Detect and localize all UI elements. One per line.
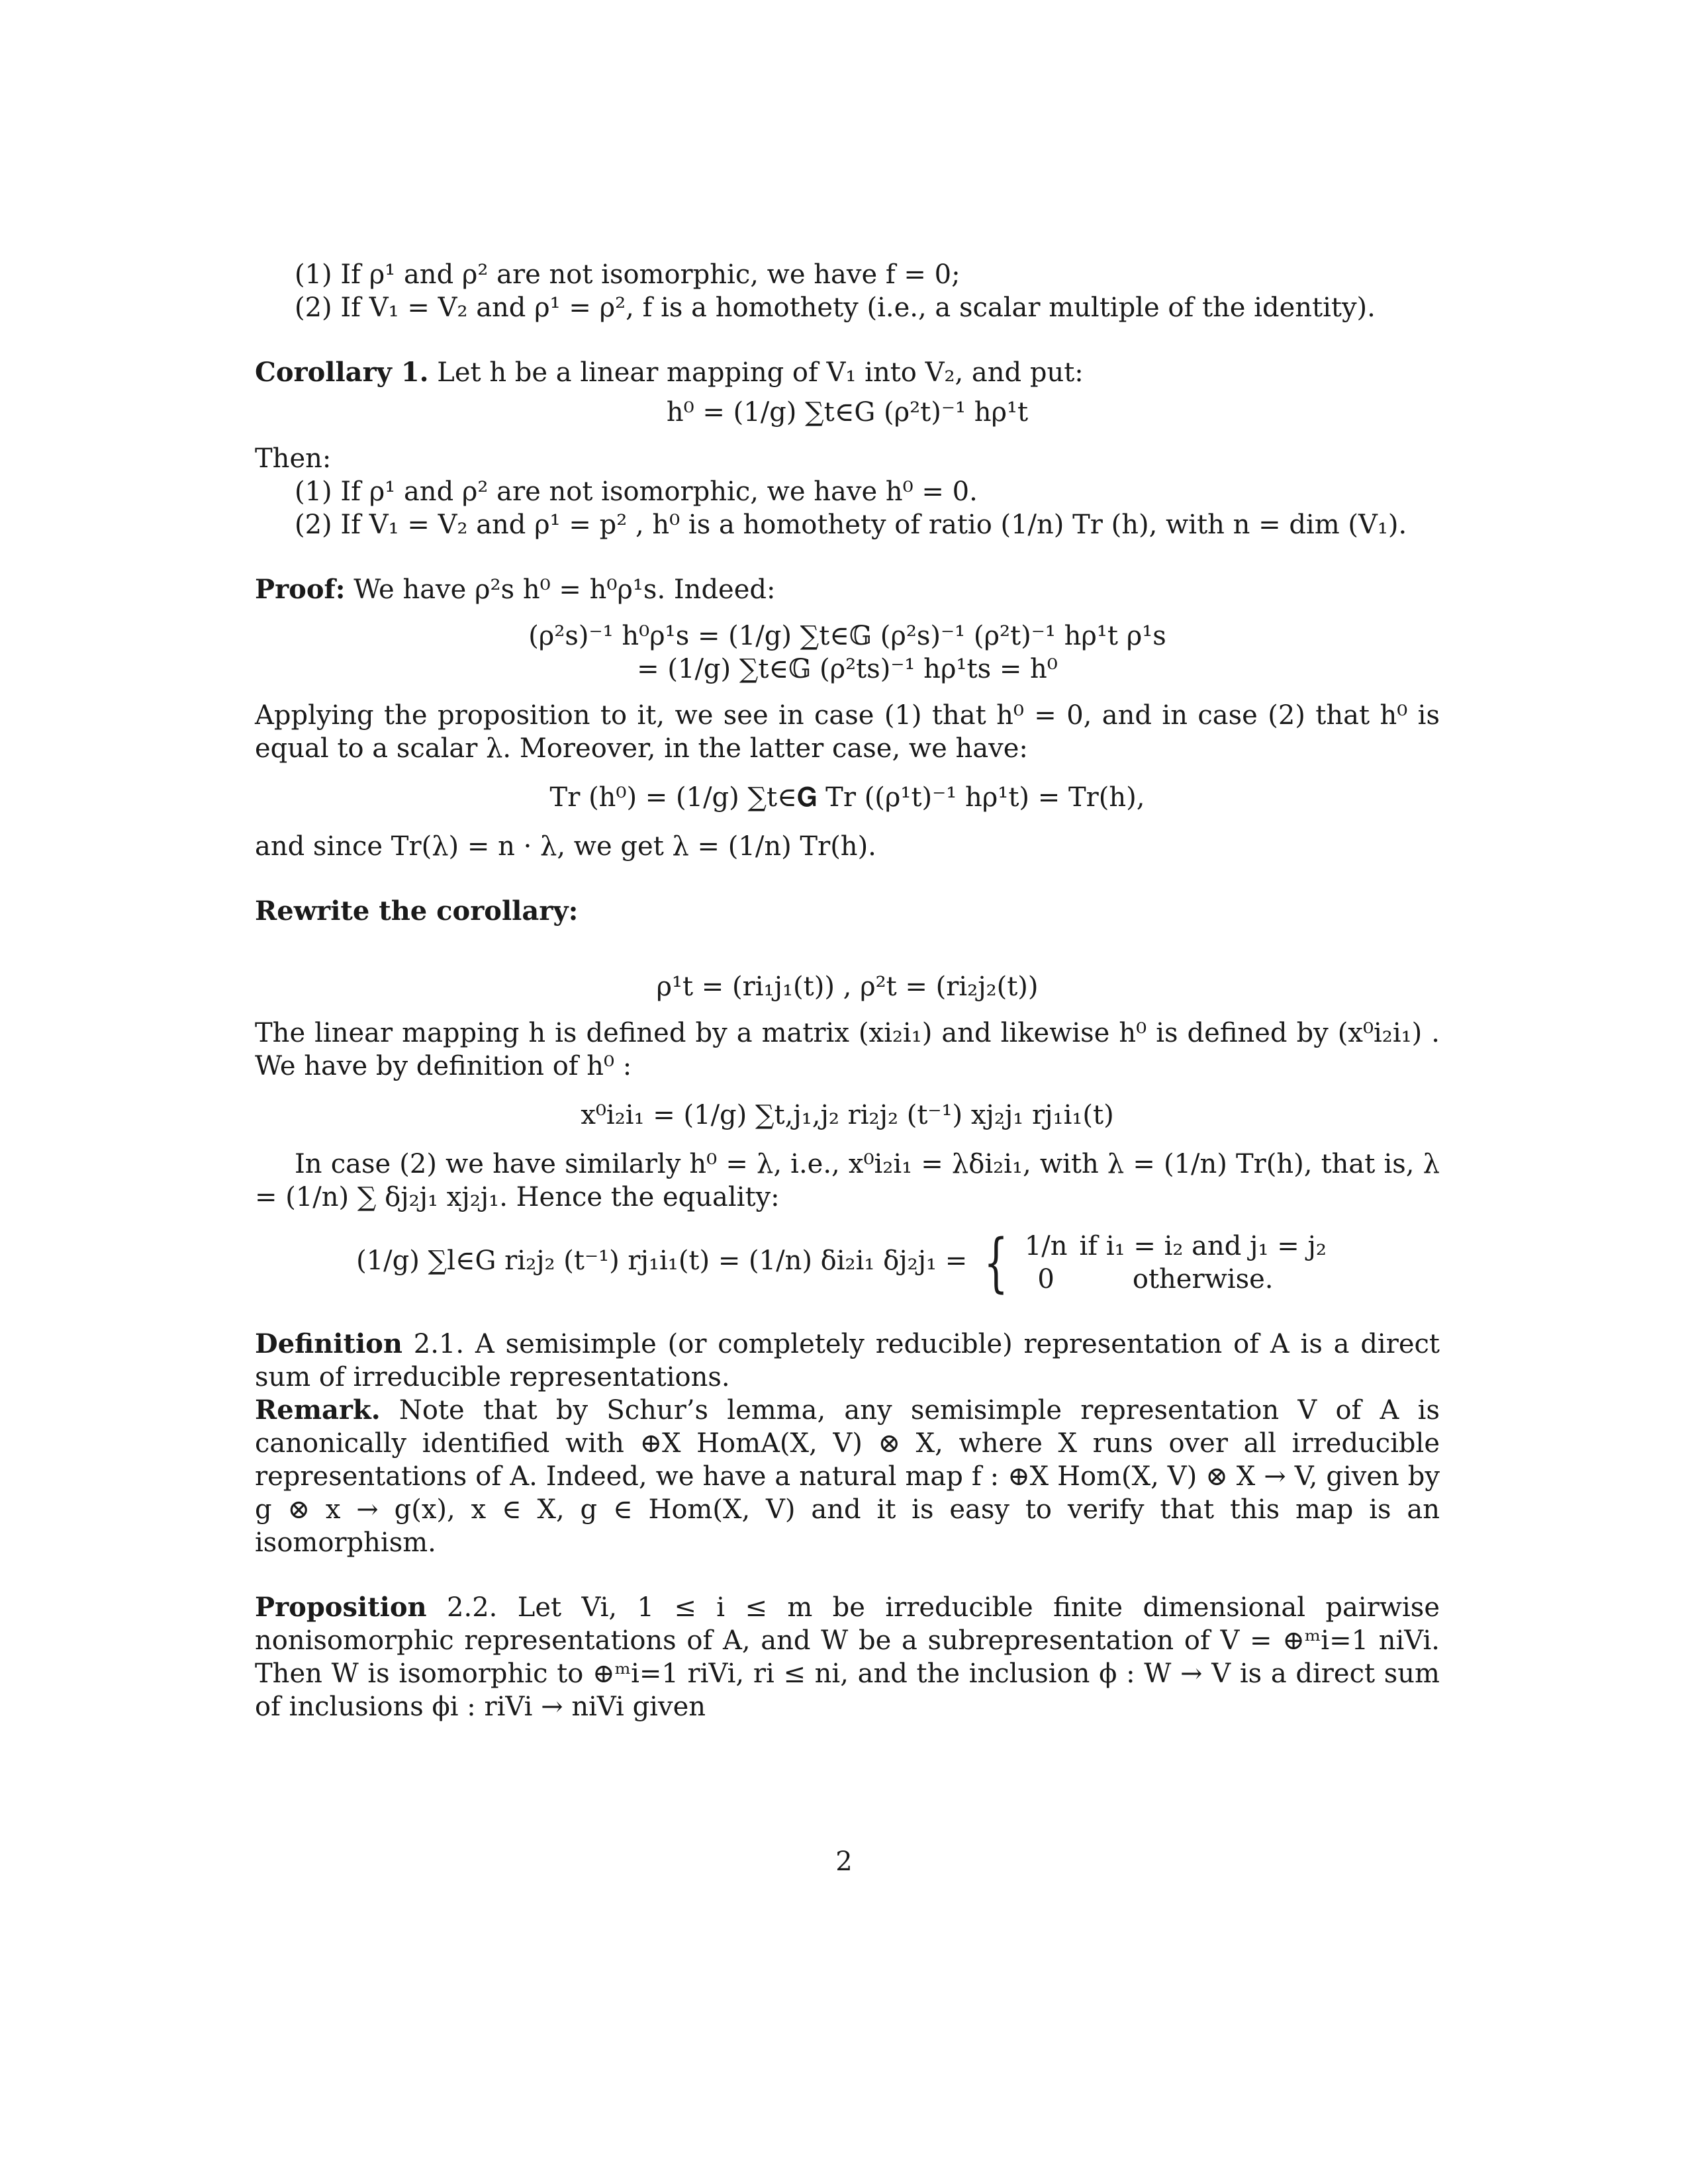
proof-statement (255, 573, 1440, 606)
definition-text: A semisimple (or completely reducible) representation of A is a direct sum of irreducible representations. (255, 1329, 1440, 1392)
remark-paragraph (255, 1394, 1440, 1559)
proposition-paragraph (255, 1591, 1440, 1723)
case-value: 0 (1037, 1264, 1055, 1295)
corollary-statement (255, 356, 1440, 389)
case-condition: if i₁ = i₂ and j₁ = j₂ (1079, 1231, 1327, 1261)
rewrite-heading-text: Rewrite the corollary: (255, 895, 579, 927)
remark-text: Note that by Schur’s lemma, any semisimple representation V of A is canonically identified with ⊕X HomA(X, V) ⊗ X, where X runs over all irreducible representations of A. Indeed, we have a natural map f : ⊕X Hom(X, V) ⊗ X → V, given by g ⊗ x → g(x), x ∈ X, g ∈ Hom(X, V) and it is easy to verify that this map is an isomorphism. (255, 1395, 1440, 1558)
definition-number: 2.1. (413, 1329, 465, 1359)
left-brace: { (984, 1226, 1008, 1300)
proof-equation-line: = (1/g) ∑t∈𝔾 (ρ²ts)⁻¹ hρ¹ts = h⁰ (637, 654, 1058, 684)
remark-label: Remark. (255, 1394, 381, 1426)
case-value: 1/n (1024, 1231, 1068, 1261)
proof-text: We have ρ²s h⁰ = h⁰ρ¹s. Indeed: (353, 574, 776, 605)
corollary-case: (1) If ρ¹ and ρ² are not isomorphic, we have h⁰ = 0. (295, 477, 978, 507)
rewrite-heading (255, 895, 1440, 928)
final-equation-left: (1/g) ∑l∈G ri₂j₂ (t⁻¹) rj₁i₁(t) = (1/n) δi₂i₁ δj₂j₁ = (356, 1246, 968, 1276)
proof-equation-line: (ρ²s)⁻¹ h⁰ρ¹s = (1/g) ∑t∈𝔾 (ρ²s)⁻¹ (ρ²t)⁻¹ hρ¹t ρ¹s (528, 621, 1166, 651)
final-equation (255, 1226, 1440, 1300)
then-label: Then: (255, 443, 332, 474)
proof-paragraph: Applying the proposition to it, we see in case (1) that h⁰ = 0, and in case (2) that h⁰ is equal to a scalar λ. Moreover, in the latter case, we have: (255, 700, 1440, 764)
proof-conclusion: and since Tr(λ) = n · λ, we get λ = (1/n) Tr(h). (255, 831, 876, 862)
cases-table (1025, 1230, 1338, 1296)
corollary-label: Corollary 1. (255, 357, 429, 388)
proposition-label: Proposition (255, 1592, 427, 1623)
list-item: (2) If V₁ = V₂ and ρ¹ = ρ², f is a homothety (i.e., a scalar multiple of the identity). (295, 293, 1376, 323)
page-body (255, 258, 1440, 1723)
definition-label: Definition (255, 1328, 402, 1359)
case-condition: otherwise. (1132, 1264, 1274, 1295)
proposition-number: 2.2. (447, 1592, 498, 1623)
page-number: 2 (835, 1846, 853, 1877)
definition-paragraph (255, 1328, 1440, 1394)
list-item: (1) If ρ¹ and ρ² are not isomorphic, we have f = 0; (295, 259, 961, 290)
mapping-paragraph: The linear mapping h is defined by a matrix (xi₂i₁) and likewise h⁰ is defined by (x⁰i₂i₁) . We have by definition of h⁰ : (255, 1018, 1440, 1081)
case-row (1025, 1230, 1338, 1263)
rho-equation: ρ¹t = (ri₁j₁(t)) , ρ²t = (ri₂j₂(t)) (656, 972, 1039, 1002)
trace-equation: Tr (h⁰) = (1/g) ∑t∈𝐆 Tr ((ρ¹t)⁻¹ hρ¹t) = Tr(h), (549, 782, 1145, 813)
proposition-text: Let Vi, 1 ≤ i ≤ m be irreducible finite dimensional pairwise nonisomorphic representations of A, and W be a subrepresentation of V = ⊕ᵐi=1 niVi. Then W is isomorphic to ⊕ᵐi=1 riVi, ri ≤ ni, and the inclusion ϕ : W → V is a direct sum of inclusions ϕi : riVi → niVi given (255, 1592, 1440, 1722)
case-row (1025, 1263, 1338, 1296)
corollary-case: (2) If V₁ = V₂ and ρ¹ = p² , h⁰ is a homothety of ratio (1/n) Tr (h), with n = dim (V₁). (295, 510, 1407, 540)
x-equation: x⁰i₂i₁ = (1/g) ∑t,j₁,j₂ ri₂j₂ (t⁻¹) xj₂j₁ rj₁i₁(t) (581, 1100, 1114, 1130)
case2-paragraph: In case (2) we have similarly h⁰ = λ, i.e., x⁰i₂i₁ = λδi₂i₁, with λ = (1/n) Tr(h), that is, λ = (1/n) ∑ δj₂j₁ xj₂j₁. Hence the equality: (255, 1149, 1440, 1212)
corollary-text: Let h be a linear mapping of V₁ into V₂, and put: (437, 357, 1084, 388)
corollary-equation: h⁰ = (1/g) ∑t∈G (ρ²t)⁻¹ hρ¹t (666, 397, 1029, 428)
proof-label: Proof: (255, 574, 346, 605)
